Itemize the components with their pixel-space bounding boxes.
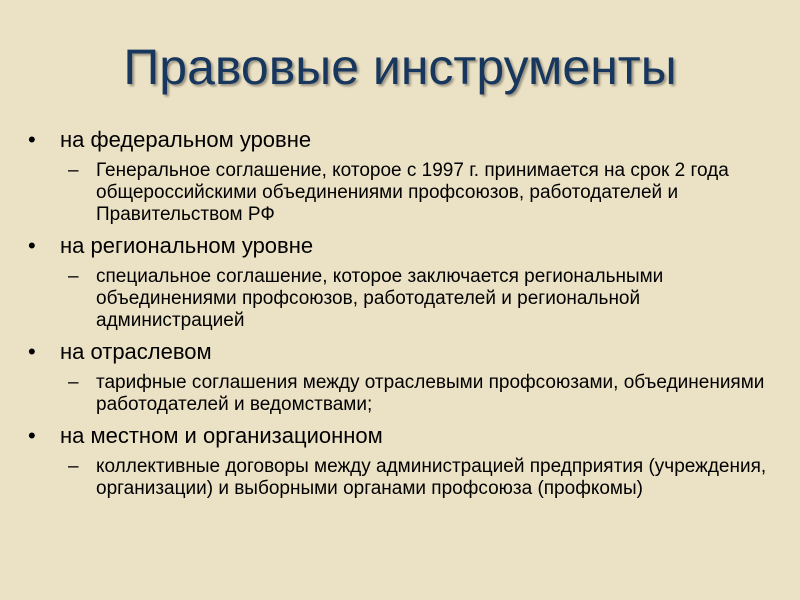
bullet-icon: • [28,423,36,448]
sub-item-text: Генеральное соглашение, которое с 1997 г. принимается на срок 2 года общероссийскими объединениями профсоюзов, работодателей и Правительством РФ [96,160,729,225]
sub-item-local [28,456,776,500]
bullet-heading: на местном и организационном [60,423,383,448]
bullet-heading: на отраслевом [60,339,212,364]
sub-item-federal [28,160,776,226]
bullet-icon: • [28,339,36,364]
bullet-item-local [28,422,788,450]
bullet-item-sectoral [28,338,788,366]
dash-icon: – [68,266,79,287]
bullet-heading: на федеральном уровне [60,127,312,152]
bullet-item-regional [28,232,788,260]
bullet-heading: на региональном уровне [60,233,314,258]
dash-icon: – [68,372,79,393]
slide-title: Правовые инструменты [123,39,677,95]
bullet-list [28,126,788,506]
bullet-icon: • [28,233,36,258]
bullet-icon: • [28,127,36,152]
sub-item-text: тарифные соглашения между отраслевыми профсоюзами, объединениями работодателей и ведомствами; [96,372,765,415]
dash-icon: – [68,160,79,181]
sub-item-text: специальное соглашение, которое заключается региональными объединениями профсоюзов, работодателей и региональной администрацией [96,266,664,331]
sub-item-text: коллективные договоры между администрацией предприятия (учреждения, организации) и выборными органами профсоюза (профкомы) [96,456,767,499]
bullet-item-federal [28,126,788,154]
sub-item-sectoral [28,372,776,416]
dash-icon: – [68,456,79,477]
sub-item-regional [28,266,776,332]
